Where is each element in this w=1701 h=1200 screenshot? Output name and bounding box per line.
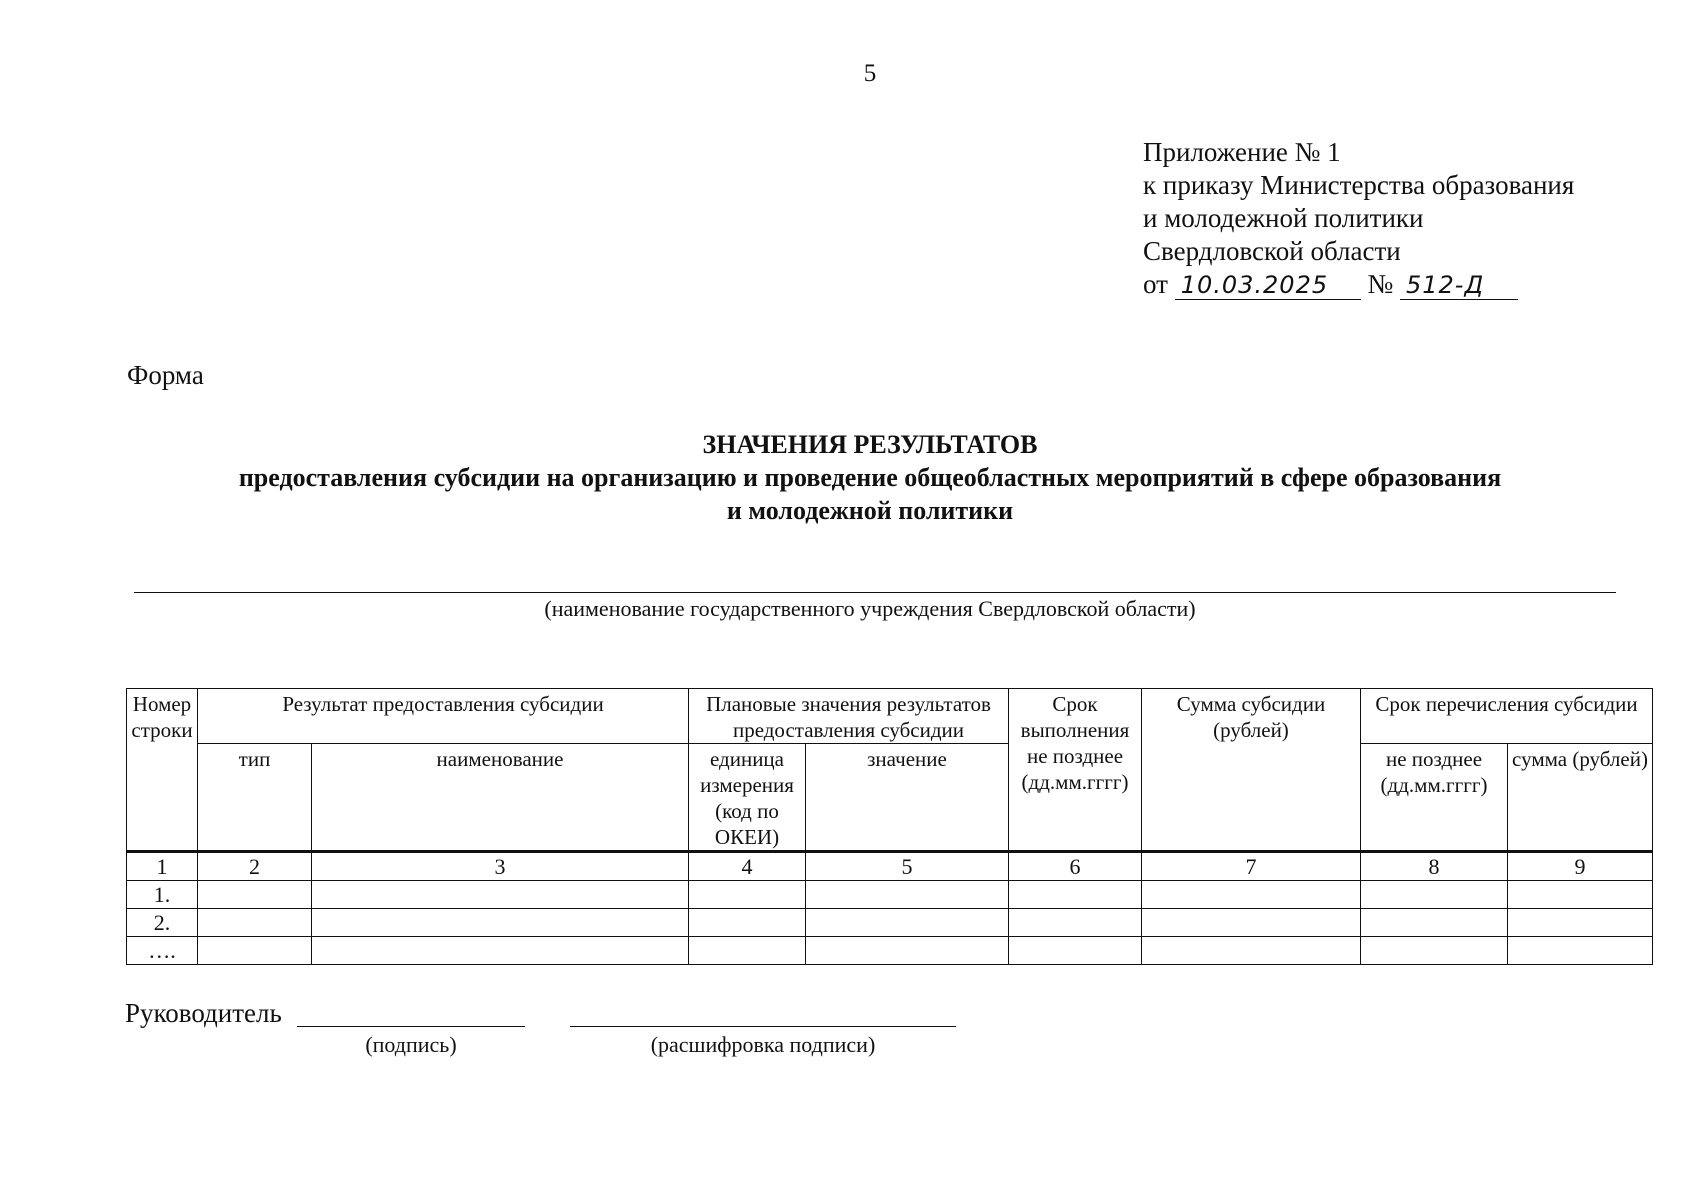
appendix-date-line bbox=[1143, 268, 1574, 301]
date-prefix: от bbox=[1143, 269, 1168, 299]
table-row bbox=[127, 909, 1653, 937]
header-unit: единица измерения (код по ОКЕИ) bbox=[689, 744, 806, 852]
column-number: 4 bbox=[689, 852, 806, 881]
empty-cell bbox=[1361, 937, 1508, 965]
empty-cell bbox=[689, 909, 806, 937]
header-planned: Плановые значения результатов предоставления субсидии bbox=[689, 689, 1009, 744]
title-line-2: предоставления субсидии на организацию и проведение общеобластных мероприятий в сфере образования bbox=[238, 463, 1502, 492]
empty-cell bbox=[1361, 909, 1508, 937]
table-row bbox=[127, 881, 1653, 909]
empty-cell bbox=[312, 881, 689, 909]
signature-name-caption: (расшифровка подписи) bbox=[650, 1032, 876, 1057]
org-caption: (наименование государственного учреждения Свердловской области) bbox=[544, 596, 1196, 621]
appendix-block bbox=[1143, 136, 1574, 301]
empty-cell bbox=[1009, 881, 1142, 909]
column-number: 5 bbox=[806, 852, 1009, 881]
handwritten-number: 512-Д bbox=[1400, 271, 1518, 300]
empty-cell bbox=[1009, 909, 1142, 937]
empty-cell bbox=[1508, 909, 1653, 937]
empty-cell bbox=[1142, 881, 1361, 909]
empty-cell bbox=[1361, 881, 1508, 909]
handwritten-date: 10.03.2025 bbox=[1175, 271, 1361, 300]
header-amount: Сумма субсидии (рублей) bbox=[1142, 689, 1361, 852]
column-number: 6 bbox=[1009, 852, 1142, 881]
empty-cell bbox=[806, 937, 1009, 965]
signature-caption: (подпись) bbox=[365, 1032, 457, 1057]
header-transfer-sum: сумма (рублей) bbox=[1508, 744, 1653, 852]
column-number: 9 bbox=[1508, 852, 1653, 881]
empty-cell bbox=[806, 881, 1009, 909]
empty-cell bbox=[689, 937, 806, 965]
empty-cell bbox=[198, 881, 312, 909]
signature-name-line bbox=[570, 1026, 956, 1027]
header-deadline: Срок выполнения не позднее (дд.мм.гггг) bbox=[1009, 689, 1142, 852]
row-number-cell: 1. bbox=[127, 881, 198, 909]
table-row bbox=[127, 937, 1653, 965]
header-transfer: Срок перечисления субсидии bbox=[1361, 689, 1653, 744]
empty-cell bbox=[806, 909, 1009, 937]
signature-line bbox=[297, 1026, 525, 1027]
appendix-line-1: Приложение № 1 bbox=[1143, 137, 1341, 167]
empty-cell bbox=[312, 909, 689, 937]
number-prefix: № bbox=[1367, 269, 1394, 299]
appendix-line-3: и молодежной политики bbox=[1143, 203, 1424, 233]
row-number-cell: 2. bbox=[127, 909, 198, 937]
title-line-3: и молодежной политики bbox=[726, 496, 1014, 525]
document-title bbox=[0, 428, 1701, 527]
row-number-cell: …. bbox=[127, 937, 198, 965]
org-name-line bbox=[134, 592, 1616, 593]
column-number: 1 bbox=[127, 852, 198, 881]
page-number: 5 bbox=[863, 60, 877, 87]
header-row-number: Номер строки bbox=[127, 689, 198, 852]
header-row-2 bbox=[127, 744, 1653, 852]
form-label: Форма bbox=[127, 360, 204, 390]
empty-cell bbox=[1142, 909, 1361, 937]
header-result: Результат предоставления субсидии bbox=[198, 689, 689, 744]
column-number: 7 bbox=[1142, 852, 1361, 881]
header-transfer-date: не позднее (дд.мм.гггг) bbox=[1361, 744, 1508, 852]
empty-cell bbox=[1508, 937, 1653, 965]
empty-cell bbox=[1142, 937, 1361, 965]
appendix-line-4: Свердловской области bbox=[1143, 236, 1401, 266]
title-line-1: ЗНАЧЕНИЯ РЕЗУЛЬТАТОВ bbox=[702, 430, 1038, 459]
empty-cell bbox=[198, 937, 312, 965]
column-number: 8 bbox=[1361, 852, 1508, 881]
empty-cell bbox=[689, 881, 806, 909]
empty-cell bbox=[1508, 881, 1653, 909]
signature-label: Руководитель bbox=[125, 998, 282, 1028]
column-number: 2 bbox=[198, 852, 312, 881]
results-table bbox=[126, 688, 1653, 965]
empty-cell bbox=[1009, 937, 1142, 965]
empty-cell bbox=[312, 937, 689, 965]
header-name: наименование bbox=[312, 744, 689, 852]
column-number: 3 bbox=[312, 852, 689, 881]
empty-cell bbox=[198, 909, 312, 937]
header-value: значение bbox=[806, 744, 1009, 852]
header-type: тип bbox=[198, 744, 312, 852]
column-number-row bbox=[127, 852, 1653, 881]
header-row-1 bbox=[127, 689, 1653, 744]
appendix-line-2: к приказу Министерства образования bbox=[1143, 170, 1575, 200]
